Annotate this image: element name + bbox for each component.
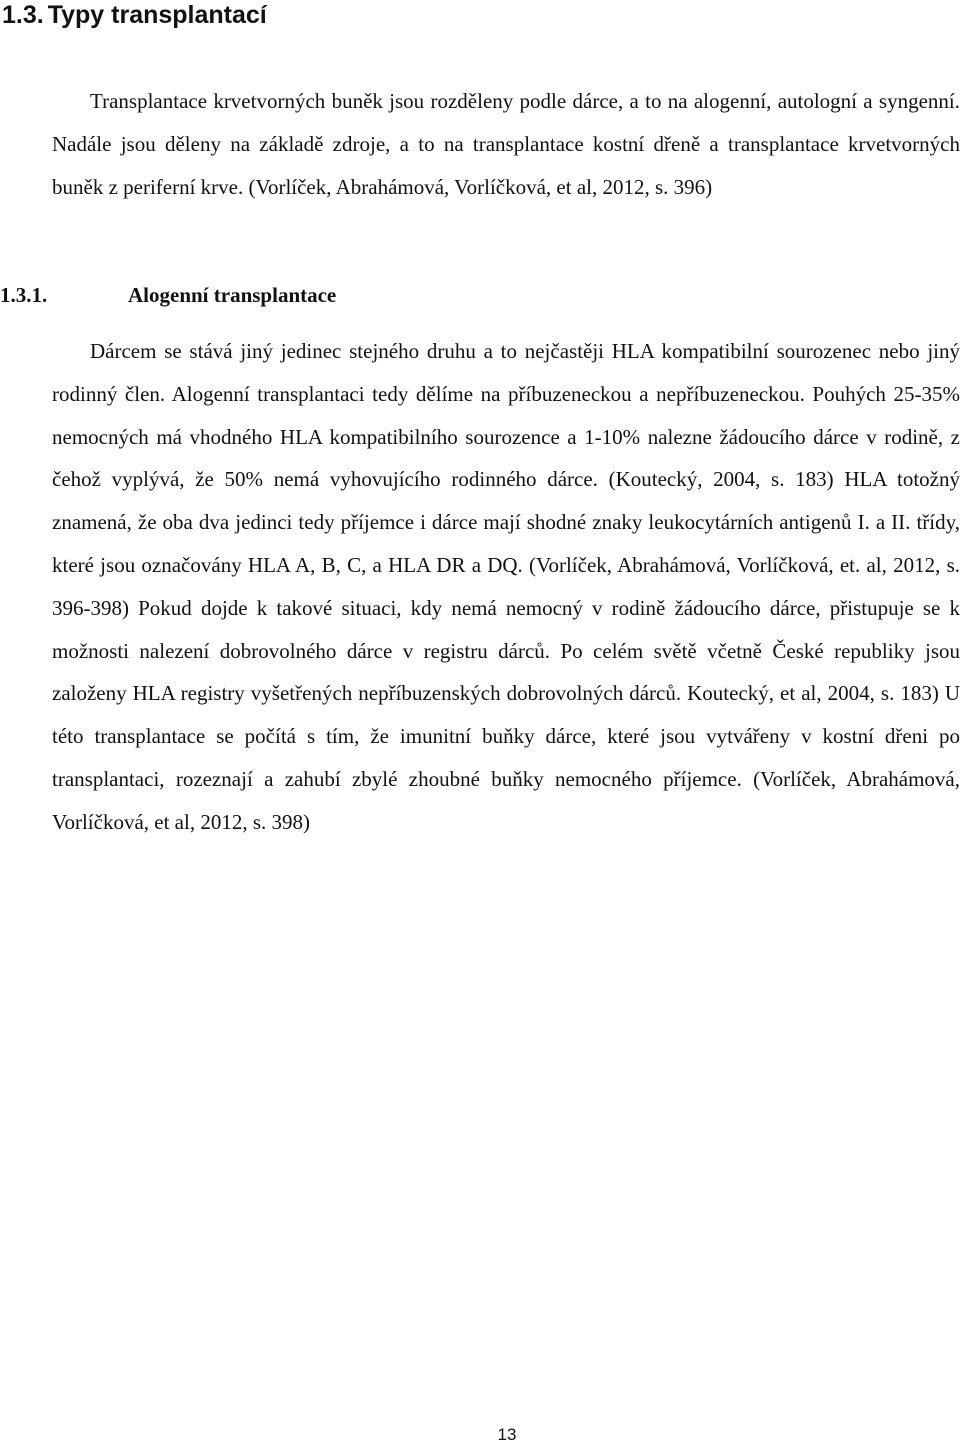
intro-paragraph: Transplantace krvetvorných buněk jsou rozděleny podle dárce, a to na alogenní, autologní a syngenní. Nadále jsou děleny na základě zdroje, a to na transplantace kostní dřeně a transplantace krvetvorných buněk z periferní krve. (Vorlíček, Abrahámová, Vorlíčková, et al, 2012, s. 396) [52,89,960,199]
section-heading [2,0,267,32]
subsection-heading [0,280,336,310]
subsection-title: Alogenní transplantace [128,283,337,307]
section-number: 1.3. [2,1,44,29]
section-title: Typy transplantací [47,1,267,29]
subsection-number: 1.3.1. [0,283,48,307]
page-number: 13 [497,1425,517,1444]
body-paragraph: Dárcem se stává jiný jedinec stejného druhu a to nejčastěji HLA kompatibilní sourozenec nebo jiný rodinný člen. Alogenní transplantaci tedy dělíme na příbuzeneckou a nepříbuzeneckou. Pouhých 25-35% nemocných má vhodného HLA kompatibilního sourozence a 1-10% nalezne žádoucího dárce v rodině, z čehož vyplývá, že 50% nemá vyhovujícího rodinného dárce. (Koutecký, 2004, s. 183) HLA totožný znamená, že oba dva jedinci tedy příjemce i dárce mají shodné znaky leukocytárních antigenů I. a II. třídy, které jsou označovány HLA A, B, C, a HLA DR a DQ. (Vorlíček, Abrahámová, Vorlíčková, et. al, 2012, s. 396-398) Pokud dojde k takové situaci, kdy nemá nemocný v rodině žádoucího dárce, přistupuje se k možnosti nalezení dobrovolného dárce v registru dárců. Po celém světě včetně České republiky jsou založeny HLA registry vyšetřených nepříbuzenských dobrovolných dárců. Koutecký, et al, 2004, s. 183) U této transplantace se počítá s tím, že imunitní buňky dárce, které jsou vytvářeny v kostní dřeni po transplantaci, rozeznají a zahubí zbylé zhoubné buňky nemocného příjemce. (Vorlíček, Abrahámová, Vorlíčková, et al, 2012, s. 398) [52,339,960,834]
